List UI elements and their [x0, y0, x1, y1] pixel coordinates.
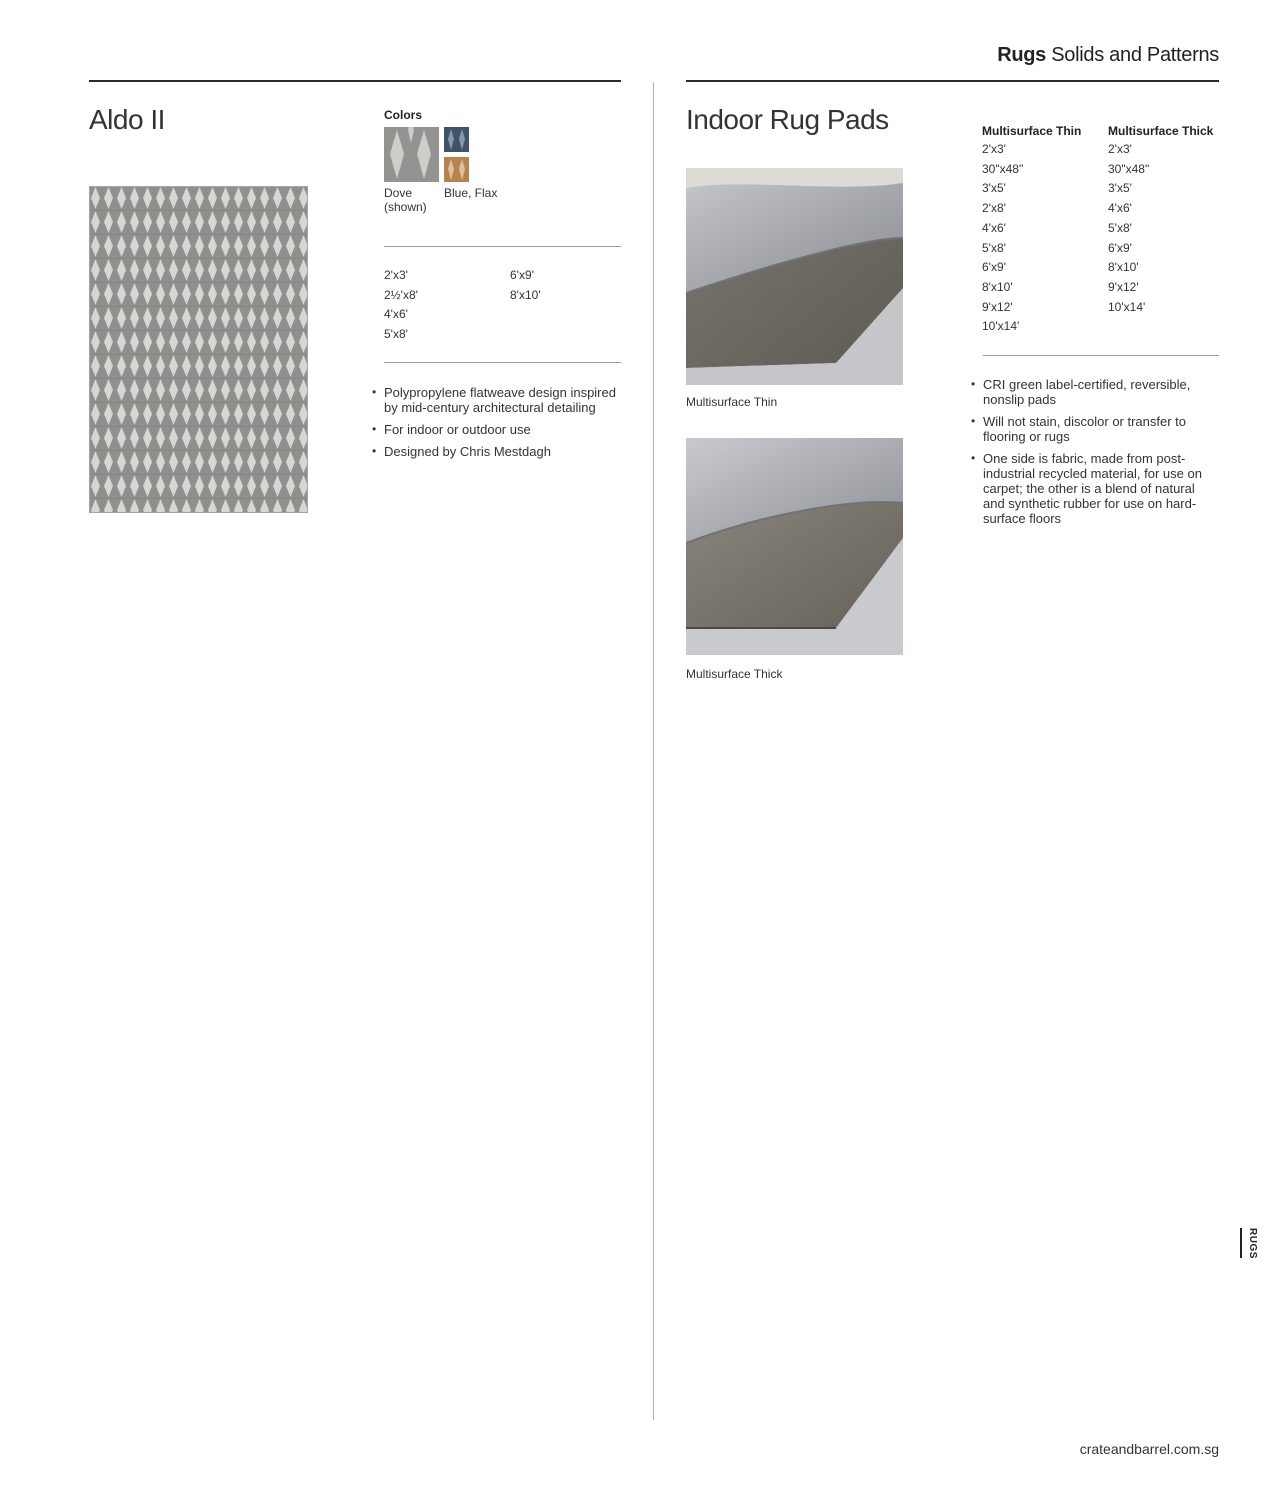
size-item: 2½'x8': [384, 287, 418, 302]
size-item: 30"x48": [982, 161, 1024, 176]
aldo-sizes-col2: [510, 266, 541, 305]
size-item: 4'x6': [1108, 201, 1132, 216]
swatch-dove-note: (shown): [384, 200, 427, 214]
aldo-features: [371, 385, 621, 466]
rug-pad-thick-image: [686, 438, 903, 655]
size-item: 2'x3': [1108, 142, 1132, 156]
feature-item: • One side is fabric, made from post-industrial recycled material, for use on carpet; the other is a blend of natural and synthetic rubber for use on hard-surface floors: [970, 451, 1204, 526]
size-item: 3'x5': [1108, 181, 1132, 196]
feature-item: • CRI green label-certified, reversible, nonslip pads: [970, 377, 1204, 407]
size-item: 2'x3': [982, 142, 1006, 156]
size-item: 2'x8': [982, 201, 1006, 216]
pad-sizes-thick: [1108, 140, 1149, 317]
swatch-dove[interactable]: [384, 127, 439, 182]
size-item: 8'x10': [1108, 260, 1139, 275]
swatch-blue[interactable]: [444, 127, 469, 152]
rug-pad-thin-caption: Multisurface Thin: [686, 395, 778, 409]
feature-item: • For indoor or outdoor use: [371, 422, 621, 437]
swatch-dove-name: Dove: [384, 186, 413, 200]
size-item: 9'x12': [982, 299, 1013, 314]
size-item: 8'x10': [982, 279, 1013, 294]
feature-item: • Designed by Chris Mestdagh: [371, 444, 621, 459]
rug-pad-thin-image: [686, 168, 903, 385]
aldo-rug-image: [89, 186, 308, 513]
pad-sizes-thin: [982, 140, 1023, 337]
size-item: 6'x9': [510, 268, 534, 282]
left-divider-1: [384, 246, 621, 247]
footer-url[interactable]: crateandbarrel.com.sg: [1079, 1441, 1219, 1457]
size-item: 4'x6': [384, 307, 408, 322]
size-item: 10'x14': [982, 319, 1020, 334]
left-divider-2: [384, 362, 621, 363]
right-top-rule: [686, 80, 1219, 82]
section-side-tab[interactable]: [1240, 1228, 1260, 1258]
left-top-rule: [89, 80, 621, 82]
table-header-thick: Multisurface Thick: [1108, 124, 1214, 138]
size-item: 3'x5': [982, 181, 1006, 196]
size-item: 8'x10': [510, 287, 541, 302]
section-title-rest: Solids and Patterns: [1046, 44, 1219, 66]
rug-pad-thick-caption: Multisurface Thick: [686, 667, 783, 681]
size-item: 4'x6': [982, 220, 1006, 235]
aldo-sizes-col1: [384, 266, 418, 345]
right-divider: [983, 355, 1219, 356]
table-header-thin: Multisurface Thin: [982, 124, 1082, 138]
side-tab-label: RUGS: [1247, 1228, 1258, 1259]
size-item: 6'x9': [1108, 240, 1132, 255]
column-divider: [653, 82, 654, 1420]
size-item: 5'x8': [1108, 220, 1132, 235]
rug-pad-features: [970, 377, 1204, 533]
side-tab-bar: [1240, 1228, 1242, 1258]
size-item: 6'x9': [982, 260, 1006, 275]
swatch-dove-label: [384, 186, 439, 214]
size-item: 30"x48": [1108, 161, 1150, 176]
section-title-bold: Rugs: [997, 44, 1046, 66]
size-item: 9'x12': [1108, 279, 1139, 294]
size-item: 10'x14': [1108, 299, 1146, 314]
swatch-flax[interactable]: [444, 157, 469, 182]
swatch-blue-flax-label: Blue, Flax: [444, 186, 498, 200]
feature-item: • Will not stain, discolor or transfer to flooring or rugs: [970, 414, 1204, 444]
size-item: 5'x8': [384, 327, 408, 342]
size-item: 5'x8': [982, 240, 1006, 255]
feature-item: • Polypropylene flatweave design inspired by mid-century architectural detailing: [371, 385, 621, 415]
section-title: [997, 44, 1219, 67]
colors-label: Colors: [384, 108, 423, 122]
product-title-aldo: Aldo II: [89, 104, 165, 135]
product-title-rug-pads: Indoor Rug Pads: [686, 104, 889, 135]
size-item: 2'x3': [384, 268, 408, 282]
